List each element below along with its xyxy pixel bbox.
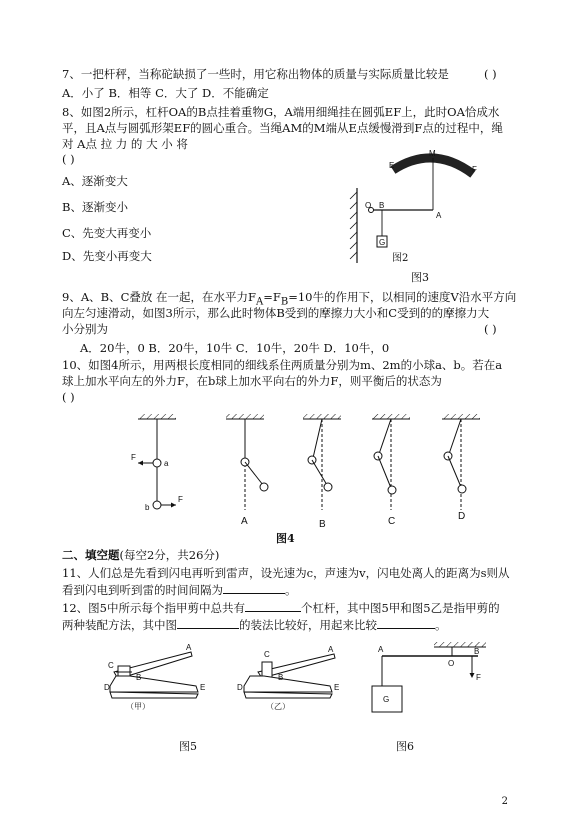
fig2-label-o: O [365, 201, 372, 210]
q9-bracket: ( ) [484, 322, 497, 336]
fig3-caption: 图3 [411, 271, 429, 284]
fig4-label-b: b [145, 503, 150, 512]
q7-stem: 7、一把杆秤，当称砣缺损了一些时，用它称出物体的质量与实际质量比较是 [62, 67, 449, 81]
figure-5-yi [232, 642, 344, 712]
q11-stem-line2: 看到闪电到听到雷的时间间隔为 。 [62, 583, 297, 597]
figure-6 [368, 640, 508, 720]
q8-option-a: A、逐渐变大 [62, 174, 128, 188]
fig5a-label-b: B [136, 673, 142, 682]
fig5-caption: 图5 [179, 740, 197, 753]
q12-stem-line2: 两种装配方法，其中图 的装法比较好，用起来比较 。 [62, 618, 447, 632]
fig5a-label-jia: （甲） [126, 702, 150, 711]
q8-option-c: C、先变大再变小 [62, 226, 152, 240]
q11-stem-line1: 11、人们总是先看到闪电再听到雷声，设光速为c，声速为v，闪电处离人的距离为s则从 [62, 566, 510, 580]
fig2-label-f: F [472, 165, 477, 174]
q10-stem-line1: 10、如图4所示，用两根长度相同的细线系住两质量分别为m、2m的小球a、b。若在a [62, 358, 503, 372]
fig6-label-o: O [448, 659, 455, 668]
fig5a-label-e: E [200, 683, 206, 692]
fig5b-label-c: C [264, 650, 270, 659]
fig2-label-m: M [429, 149, 436, 158]
fig2-label-g: G [379, 238, 386, 247]
fig5a-label-a: A [186, 643, 192, 652]
q8-option-b: B、逐渐变小 [62, 200, 128, 214]
fig5b-label-e: E [334, 683, 340, 692]
fig6-label-b: B [474, 647, 480, 656]
q8-bracket: ( ) [62, 152, 75, 166]
figure-2 [345, 148, 495, 268]
q8-stem-line2: 平，且A点与圆弧形架EF的圆心重合。当绳AM的M端从E点缓慢滑到F点的过程中，绳 [62, 121, 503, 135]
q10-stem-line2: 球上加水平向左的外力F，在b球上加水平向右的外力F，则平衡后的状态为 [62, 374, 442, 388]
fig5b-label-a: A [328, 645, 334, 654]
fig4-label-a: a [164, 459, 169, 468]
fig4-option-b: B [319, 519, 326, 530]
fig5b-label-b: B [278, 673, 284, 682]
fig4-option-a: A [241, 516, 248, 527]
q7-options: A．小了 B．相等 C．大了 D．不能确定 [62, 86, 269, 100]
fig6-label-f: F [476, 673, 481, 682]
q8-stem-line3: 对 A点 拉 力 的 大 小 将 [62, 137, 188, 151]
q9-options: A．20牛，0 B．20牛，10牛 C．10牛，20牛 D．10牛，0 [80, 341, 390, 355]
q10-bracket: ( ) [62, 390, 75, 404]
q9-stem-line1: 9、A、B、C叠放 在一起，在水平力$F_A=F_B=10$牛的作用下，以相同的速度V沿水平方向 [62, 290, 517, 308]
q12-stem-line1: 12、图5中所示每个指甲剪中总共有 个杠杆，其中图5甲和图5乙是指甲剪的 [62, 601, 500, 615]
fig5a-label-c: C [108, 661, 114, 670]
fig4-label-f-right: F [178, 495, 183, 504]
fig5b-label-yi: （乙） [266, 702, 290, 711]
page-number: 2 [501, 796, 508, 807]
fig5b-label-d: D [237, 683, 243, 692]
q8-option-d: D、先变小再变大 [62, 249, 152, 263]
q7-bracket: ( ) [484, 67, 497, 81]
fig4-label-f-left: F [131, 453, 136, 462]
section-2-heading: 二、填空题(每空2分，共26分) [62, 548, 220, 562]
fig2-label-b: B [379, 201, 385, 210]
figure-4 [120, 410, 500, 545]
fig4-caption: 图4 [276, 532, 295, 545]
q9-stem-line3: 小分别为 [62, 322, 108, 336]
fig5a-label-d: D [104, 683, 110, 692]
q9-stem-line2: 向左匀速滑动，如图3所示，那么此时物体B受到的摩擦力大小和C受到的的摩擦力大 [62, 306, 490, 320]
fig4-option-d: D [458, 511, 466, 522]
fig2-label-a: A [436, 211, 442, 220]
figure-5-jia [96, 642, 208, 712]
fig4-option-c: C [388, 516, 396, 527]
fig6-caption: 图6 [396, 740, 414, 753]
q8-stem-line1: 8、如图2所示，杠杆OA的B点挂着重物G，A端用细绳挂在圆弧EF上，此时OA恰成水 [62, 105, 500, 119]
fig2-caption: 图2 [392, 253, 409, 264]
fig2-label-e: E [389, 161, 395, 170]
fig6-label-g: G [383, 695, 390, 704]
fig6-label-a: A [378, 645, 384, 654]
